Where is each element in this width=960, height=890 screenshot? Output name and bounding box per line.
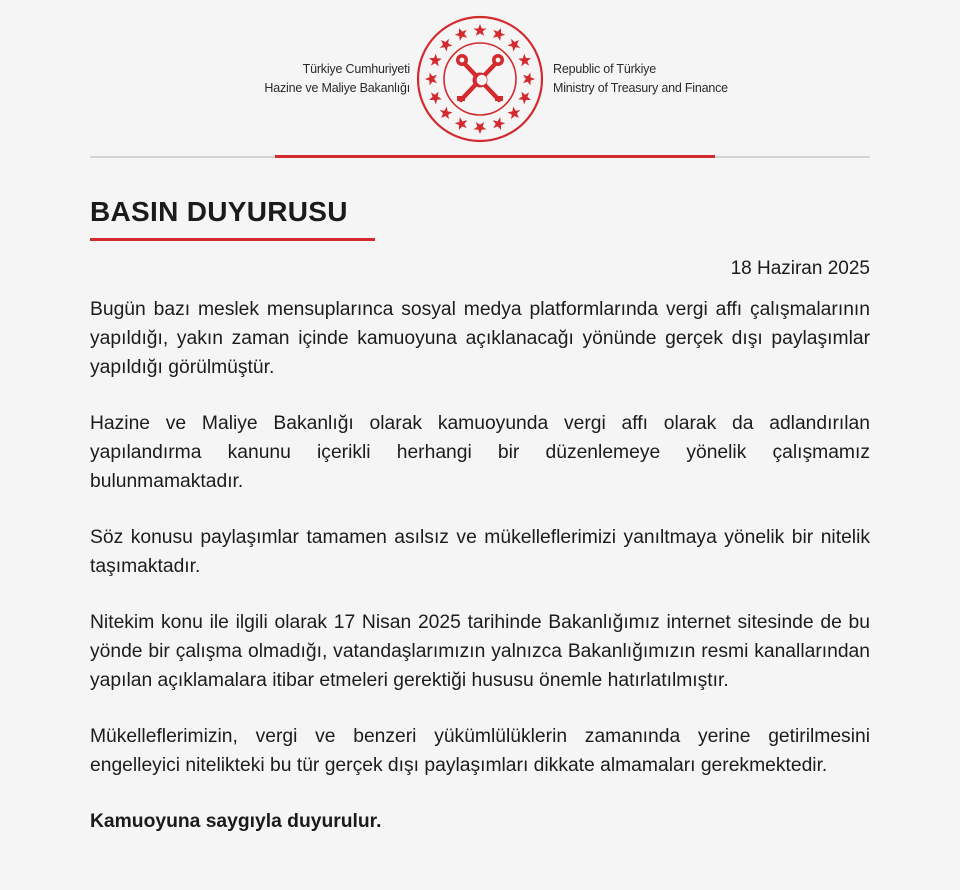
paragraph-3: Söz konusu paylaşımlar tamamen asılsız ve mükelleflerimizi yanıltmaya yönelik bir nitelik taşımaktadır. — [90, 527, 870, 577]
paragraph-5: Mükelleflerimizin, vergi ve benzeri yükümlülüklerin zamanında yerine getirilmesini engelleyici nitelikteki bu tür gerçek dışı paylaşımları dikkate almamaları gerekmektedir. — [90, 726, 870, 776]
document-body — [90, 295, 870, 836]
ministry-seal-icon — [415, 14, 545, 144]
org-ministry-en: Ministry of Treasury and Finance — [553, 81, 728, 95]
org-ministry-tr: Hazine ve Maliye Bakanlığı — [264, 81, 410, 95]
closing-statement: Kamuoyuna saygıyla duyurulur. — [90, 811, 382, 832]
org-name-turkish — [264, 60, 410, 98]
letterhead — [0, 14, 960, 144]
title-underline — [90, 238, 375, 241]
org-country-en: Republic of Türkiye — [553, 62, 656, 76]
paragraph-1: Bugün bazı meslek mensuplarınca sosyal medya platformlarında vergi affı çalışmalarının yapıldığı, yakın zaman içinde kamuoyuna açıklanacağı yönünde gerçek dışı paylaşımlar yapıldığı görülmüştür. — [90, 299, 870, 378]
document-title: BASIN DUYURUSU — [90, 196, 348, 227]
document-date: 18 Haziran 2025 — [730, 258, 870, 279]
org-name-english — [553, 60, 728, 98]
paragraph-2: Hazine ve Maliye Bakanlığı olarak kamuoyunda vergi affı olarak da adlandırılan yapılandırma kanunu içerikli herhangi bir düzenlemeye yönelik çalışmamız bulunmamaktadır. — [90, 413, 870, 492]
org-country-tr: Türkiye Cumhuriyeti — [302, 62, 410, 76]
paragraph-4: Nitekim konu ile ilgili olarak 17 Nisan 2025 tarihinde Bakanlığımız internet sitesinde de bu yönde bir çalışma olmadığı, vatandaşlarımızın yalnızca Bakanlığımızın resmi kanallarından yapılan açıklamalara itibar etmeleri gerektiği hususu önemle hatırlatılmıştır. — [90, 612, 870, 691]
header-divider-accent — [275, 155, 715, 158]
